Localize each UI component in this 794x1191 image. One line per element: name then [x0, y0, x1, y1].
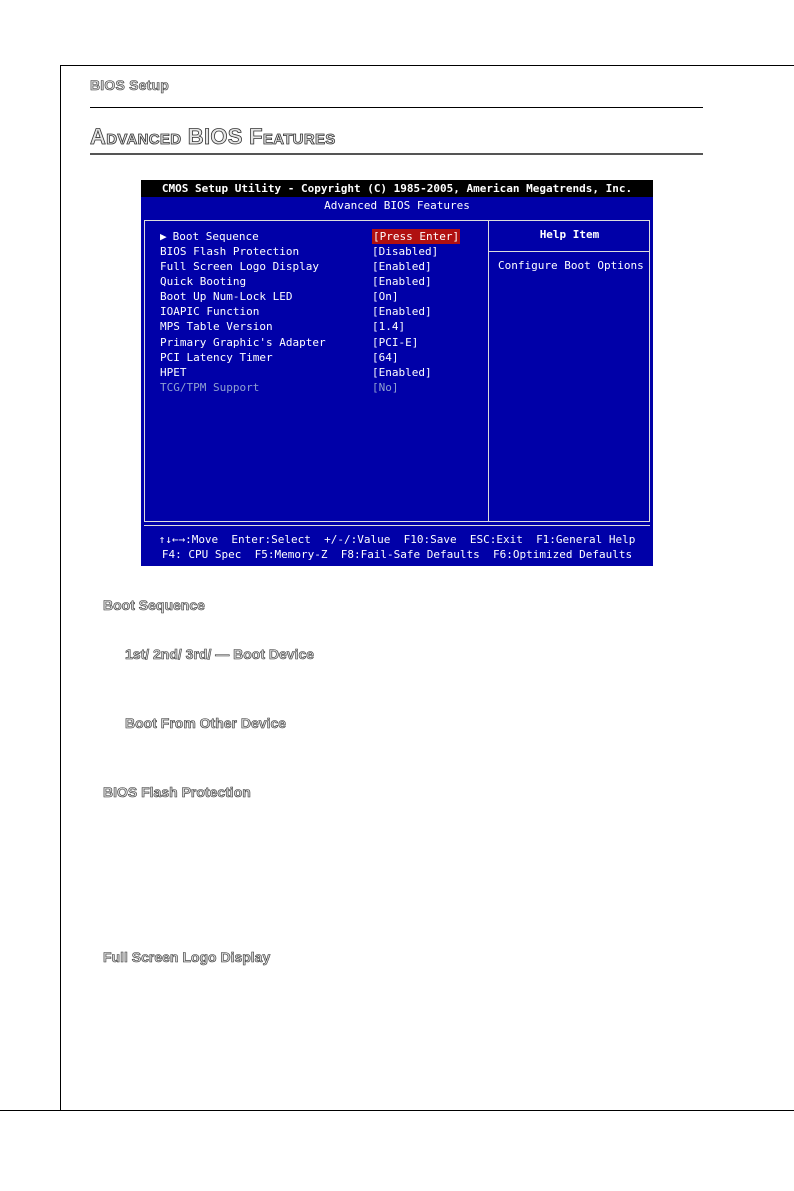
bios-item-label: PCI Latency Timer [160, 351, 273, 364]
bios-item-label: HPET [160, 366, 187, 379]
header-rule [90, 107, 703, 108]
bios-item-label: Primary Graphic's Adapter [160, 336, 326, 349]
submenu-arrow-icon: ▶ [160, 230, 167, 243]
bios-item-full-screen-logo[interactable] [160, 259, 490, 274]
bios-item-boot-sequence[interactable] [160, 229, 490, 244]
bios-item-value[interactable]: [PCI-E] [372, 336, 419, 349]
heading-bios-flash-protection: BIOS Flash Protection [103, 784, 251, 800]
bios-item-hpet[interactable] [160, 365, 490, 380]
bios-subtitle: Advanced BIOS Features [324, 199, 470, 212]
bios-footer-keys-1: ↑↓←→:Move Enter:Select +/-/:Value F10:Save ESC:Exit F1:General Help [158, 533, 636, 546]
bios-item-primary-graphics[interactable] [160, 335, 490, 350]
bios-item-value[interactable]: [Enabled] [372, 366, 432, 379]
bios-footer-keys-2: F4: CPU Spec F5:Memory-Z F8:Fail-Safe Defaults F6:Optimized Defaults [161, 548, 633, 561]
bios-item-tcg-tpm [160, 380, 490, 395]
bios-item-label: IOAPIC Function [160, 305, 260, 318]
bios-title-bar: CMOS Setup Utility - Copyright (C) 1985-2005, American Megatrends, Inc. [141, 180, 653, 197]
bios-item-value[interactable]: [Enabled] [372, 275, 432, 288]
page-left-rule [60, 65, 61, 1111]
bios-item-quick-booting[interactable] [160, 274, 490, 289]
bios-item-label: Full Screen Logo Display [160, 260, 319, 273]
bios-item-value[interactable]: [64] [372, 351, 399, 364]
bios-item-pci-latency[interactable] [160, 350, 490, 365]
heading-boot-sequence: Boot Sequence [103, 597, 205, 613]
bios-item-label: TCG/TPM Support [160, 381, 260, 394]
bios-footer-rule [144, 525, 650, 526]
running-header: BIOS Setup [90, 77, 170, 93]
help-divider [489, 251, 650, 252]
bios-item-label: Boot Sequence [172, 230, 259, 243]
bios-item-value[interactable]: [On] [372, 290, 399, 303]
bios-item-value[interactable]: [1.4] [372, 320, 406, 333]
page-bottom-rule [0, 1110, 794, 1111]
help-item-title: Help Item [539, 228, 600, 241]
bios-item-bios-flash-protection[interactable] [160, 244, 490, 259]
bios-item-label: Quick Booting [160, 275, 247, 288]
help-item-text: Configure Boot Options [498, 259, 644, 272]
bios-item-mps-table[interactable] [160, 319, 490, 334]
heading-full-screen-logo: Full Screen Logo Display [103, 949, 271, 965]
bios-item-label: Boot Up Num-Lock LED [160, 290, 293, 303]
bios-item-value: [No] [372, 381, 399, 394]
bios-item-value[interactable]: [Enabled] [372, 305, 432, 318]
heading-boot-device: 1st/ 2nd/ 3rd/ — Boot Device [125, 646, 315, 662]
bios-item-label: MPS Table Version [160, 320, 273, 333]
bios-item-value[interactable]: [Enabled] [372, 260, 432, 273]
bios-screenshot [141, 180, 653, 566]
bios-item-ioapic[interactable] [160, 304, 490, 319]
bios-item-label: BIOS Flash Protection [160, 245, 300, 258]
section-title: Advanced BIOS Features [90, 124, 336, 149]
section-rule [90, 153, 703, 155]
heading-boot-other-device: Boot From Other Device [125, 715, 287, 731]
bios-item-value[interactable]: [Disabled] [372, 245, 439, 258]
bios-item-num-lock[interactable] [160, 289, 490, 304]
bios-item-value[interactable]: [Press Enter] [373, 230, 460, 243]
page-top-rule [60, 65, 794, 66]
